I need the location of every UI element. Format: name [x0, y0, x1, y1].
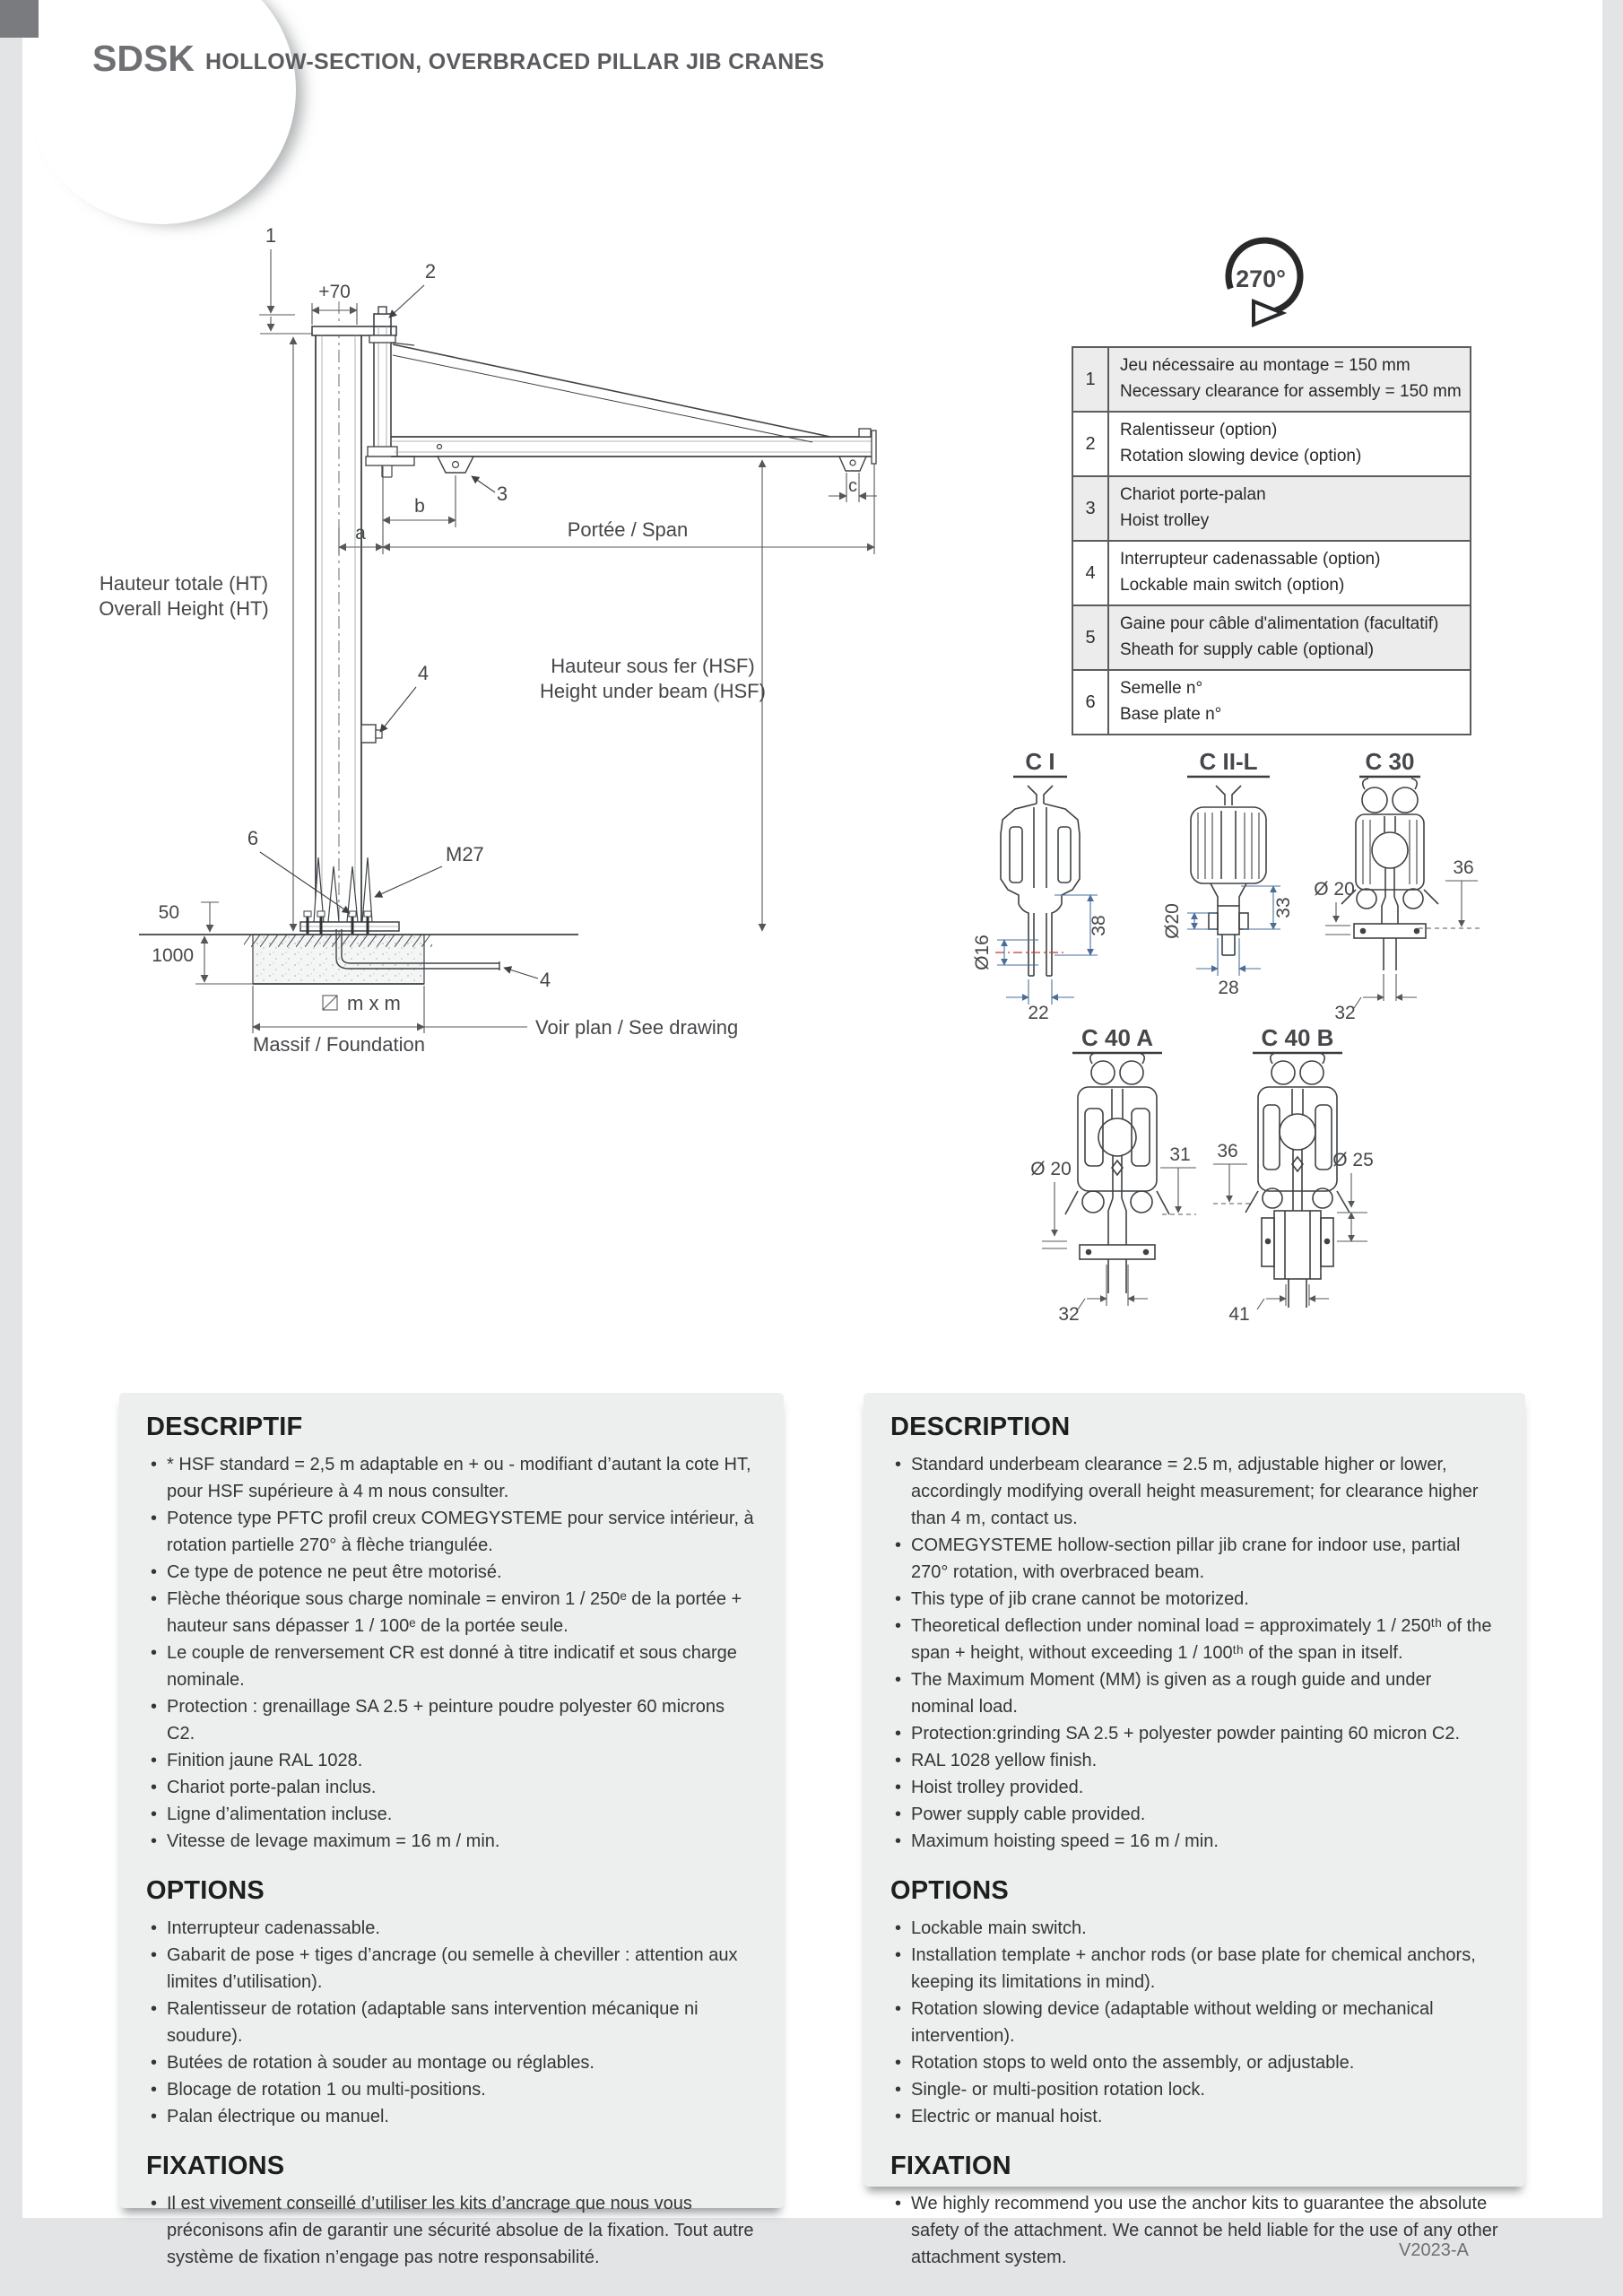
legend-en: Base plate n° — [1120, 705, 1222, 724]
legend-number: 5 — [1073, 606, 1109, 669]
legend-row — [1073, 411, 1470, 475]
section-dim-left: Ø20 — [1162, 903, 1183, 939]
section-dim-bottom: 28 — [1218, 978, 1239, 998]
list-item: • This type of jib crane cannot be motorized. — [890, 1586, 1498, 1613]
section-dim-right: Ø 25 — [1332, 1150, 1374, 1170]
options-fr-list — [146, 1915, 757, 2130]
dim-b: b — [414, 496, 425, 517]
section-title: C II-L — [1199, 748, 1258, 775]
section-c30 — [1314, 748, 1480, 1023]
list-item: • Rotation stops to weld onto the assembly, or adjustable. — [890, 2049, 1498, 2076]
section-title: C 40 B — [1261, 1024, 1334, 1051]
legend-fr: Gaine pour câble d'alimentation (facultatif) — [1120, 614, 1439, 634]
list-item: • Lockable main switch. — [890, 1915, 1498, 1942]
list-item: • Potence type PFTC profil creux COMEGYSTEME pour service intérieur, à rotation partielle 270° à flèche triangulée. — [146, 1505, 757, 1559]
section-dim-right: 31 — [1169, 1144, 1191, 1165]
section-dim-left: Ø 20 — [1030, 1159, 1072, 1179]
hoist-trolley — [438, 457, 473, 473]
options-fr-heading: OPTIONS — [146, 1876, 265, 1905]
description-heading: DESCRIPTION — [890, 1413, 1071, 1441]
list-item: • COMEGYSTEME hollow-section pillar jib crane for indoor use, partial 270° rotation, with overbraced beam. — [890, 1532, 1498, 1586]
legend-fr: Chariot porte-palan — [1120, 485, 1266, 505]
list-item: • Maximum hoisting speed = 16 m / min. — [890, 1828, 1498, 1855]
rotation-angle-label: 270° — [1236, 265, 1286, 292]
callout-4-switch: 4 — [417, 662, 430, 684]
callout-3: 3 — [496, 483, 508, 505]
section-dim-bottom: 32 — [1058, 1304, 1080, 1325]
list-item: • Single- or multi-position rotation lock. — [890, 2076, 1498, 2103]
page-title: HOLLOW-SECTION, OVERBRACED PILLAR JIB CRANES — [205, 49, 825, 74]
list-item: • Power supply cable provided. — [890, 1801, 1498, 1828]
list-item: • The Maximum Moment (MM) is given as a rough guide and under nominal load. — [890, 1666, 1498, 1720]
section-c40b — [1213, 1024, 1374, 1325]
section-dim-bottom: 41 — [1228, 1304, 1250, 1325]
list-item: • Standard underbeam clearance = 2.5 m, adjustable higher or lower, accordingly modifying overall height measurement; for clearance higher than 4 m, contact us. — [890, 1451, 1498, 1532]
section-dim-right: 33 — [1273, 897, 1294, 918]
list-item: • Electric or manual hoist. — [890, 2103, 1498, 2130]
list-item: • Theoretical deflection under nominal load = approximately 1 / 250ᵗʰ of the span + height, without exceeding 1 / 100ᵗʰ of the span in itself. — [890, 1613, 1498, 1666]
section-dim-bottom: 32 — [1334, 1003, 1356, 1023]
section-dim-left: Ø16 — [972, 935, 993, 970]
rotation-270-icon — [1212, 222, 1320, 334]
legend-en: Lockable main switch (option) — [1120, 576, 1345, 595]
descriptif-list — [146, 1451, 757, 1855]
section-c40a — [1030, 1024, 1196, 1325]
legend-fr: Semelle n° — [1120, 679, 1203, 699]
legend-row — [1073, 348, 1470, 411]
list-item: • RAL 1028 yellow finish. — [890, 1747, 1498, 1774]
list-item: • Interrupteur cadenassable. — [146, 1915, 757, 1942]
fixation-heading: FIXATION — [890, 2152, 1011, 2180]
callout-1: 1 — [265, 224, 277, 247]
hsf-label-en: Height under beam (HSF) — [540, 680, 766, 702]
dim-plus70: +70 — [318, 282, 351, 302]
callout-4-cable: 4 — [539, 969, 551, 991]
descriptif-heading: DESCRIPTIF — [146, 1413, 303, 1441]
list-item: • Protection:grinding SA 2.5 + polyester powder painting 60 micron C2. — [890, 1720, 1498, 1747]
dim-a: a — [355, 523, 366, 544]
legend-row — [1073, 475, 1470, 540]
list-item: • Ce type de potence ne peut être motorisé. — [146, 1559, 757, 1586]
dimensions — [195, 249, 877, 1033]
legend-table — [1072, 346, 1471, 735]
rail-sections-row1 — [950, 744, 1524, 1024]
legend-row — [1073, 604, 1470, 669]
callout-2: 2 — [424, 260, 437, 283]
rail-sections-row2 — [1013, 1022, 1488, 1332]
leader-lines — [260, 285, 538, 978]
list-item: • Installation template + anchor rods (or base plate for chemical anchors, keeping its limitations in mind). — [890, 1942, 1498, 1996]
dim-50: 50 — [158, 902, 179, 923]
section-ciil — [1162, 748, 1294, 998]
jib-crane-technical-drawing — [54, 144, 1058, 1184]
section-title: C 30 — [1365, 748, 1415, 775]
legend-fr: Jeu nécessaire au montage = 150 mm — [1120, 356, 1410, 376]
list-item: • Ralentisseur de rotation (adaptable sans intervention mécanique ni soudure). — [146, 1996, 757, 2049]
legend-number: 1 — [1073, 348, 1109, 411]
list-item: • Finition jaune RAL 1028. — [146, 1747, 757, 1774]
foundation-label: Massif / Foundation — [253, 1033, 425, 1056]
legend-en: Sheath for supply cable (optional) — [1120, 640, 1375, 659]
product-code: SDSK — [92, 38, 195, 79]
options-en-heading: OPTIONS — [890, 1876, 1009, 1905]
mast — [312, 301, 396, 961]
legend-en: Necessary clearance for assembly = 150 mm — [1120, 382, 1462, 401]
ht-label-fr: Hauteur totale (HT) — [99, 572, 269, 595]
pivot-assembly — [366, 326, 414, 477]
legend-number: 3 — [1073, 477, 1109, 540]
list-item: • Il est vivement conseillé d’utiliser les kits d’ancrage que nous vous préconisons afin de garantir une sécurité absolue de la fixation. Tout autre système de fixation n’engage pas notre responsabilité. — [146, 2190, 757, 2271]
fixations-heading: FIXATIONS — [146, 2152, 285, 2180]
legend-number: 4 — [1073, 542, 1109, 604]
descriptif-panel — [119, 1393, 784, 2267]
legend-row — [1073, 540, 1470, 604]
dim-c: c — [848, 476, 857, 496]
list-item: • Vitesse de levage maximum = 16 m / min. — [146, 1828, 757, 1855]
section-dim-left: 36 — [1217, 1141, 1238, 1161]
section-title: C 40 A — [1081, 1024, 1153, 1051]
description-list — [890, 1451, 1498, 1855]
see-drawing-label: Voir plan / See drawing — [535, 1016, 739, 1039]
section-title: C I — [1025, 748, 1055, 775]
list-item: • Gabarit de pose + tiges d’ancrage (ou semelle à cheviller : attention aux limites d’utilisation). — [146, 1942, 757, 1996]
list-item: • Palan électrique ou manuel. — [146, 2103, 757, 2130]
dim-1000: 1000 — [152, 945, 194, 966]
legend-fr: Ralentisseur (option) — [1120, 421, 1278, 440]
span-label: Portée / Span — [567, 518, 689, 541]
list-item: • Blocage de rotation 1 ou multi-positions. — [146, 2076, 757, 2103]
legend-en: Hoist trolley — [1120, 511, 1210, 530]
legend-fr: Interrupteur cadenassable (option) — [1120, 550, 1381, 570]
legend-number: 6 — [1073, 671, 1109, 734]
lockable-switch-box — [361, 725, 382, 743]
list-item: • Flèche théorique sous charge nominale = environ 1 / 250ᵉ de la portée + hauteur sans dépasser 1 / 100ᵉ de la portée seule. — [146, 1586, 757, 1639]
legend-row — [1073, 669, 1470, 734]
section-dim-left: Ø 20 — [1314, 879, 1355, 900]
section-dim-right: 38 — [1089, 915, 1109, 936]
fixations-list — [146, 2190, 757, 2271]
overbrace-tie — [391, 343, 830, 442]
legend-number: 2 — [1073, 413, 1109, 475]
version-label: V2023-A — [1399, 2240, 1469, 2260]
list-item: • Protection : grenaillage SA 2.5 + peinture poudre polyester 60 microns C2. — [146, 1693, 757, 1747]
list-item: • Butées de rotation à souder au montage ou réglables. — [146, 2049, 757, 2076]
list-item: • Chariot porte-palan inclus. — [146, 1774, 757, 1801]
list-item: • We highly recommend you use the anchor kits to guarantee the absolute safety of the attachment. We cannot be held liable for the use of any other attachment system. — [890, 2190, 1498, 2271]
hsf-label-fr: Hauteur sous fer (HSF) — [551, 655, 755, 677]
corner-square-decoration — [0, 0, 39, 38]
callout-6: 6 — [247, 827, 259, 849]
foundation-dim-label: m x m — [347, 992, 401, 1014]
section-dim-bottom: 22 — [1028, 1003, 1049, 1023]
ht-label-en: Overall Height (HT) — [99, 597, 269, 620]
list-item: • Rotation slowing device (adaptable without welding or mechanical intervention). — [890, 1996, 1498, 2049]
options-en-list — [890, 1915, 1498, 2130]
list-item: • Hoist trolley provided. — [890, 1774, 1498, 1801]
anchor-bolt-label: M27 — [446, 843, 484, 865]
end-trolley — [839, 457, 866, 471]
legend-en: Rotation slowing device (option) — [1120, 447, 1362, 465]
list-item: • * HSF standard = 2,5 m adaptable en + ou - modifiant d’autant la cote HT, pour HSF supérieure à 4 m nous consulter. — [146, 1451, 757, 1505]
list-item: • Ligne d’alimentation incluse. — [146, 1801, 757, 1828]
drawing-labels — [99, 224, 857, 1056]
section-dim-right: 36 — [1453, 857, 1474, 878]
section-ci — [972, 748, 1109, 1023]
list-item: • Le couple de renversement CR est donné à titre indicatif et sous charge nominale. — [146, 1639, 757, 1693]
